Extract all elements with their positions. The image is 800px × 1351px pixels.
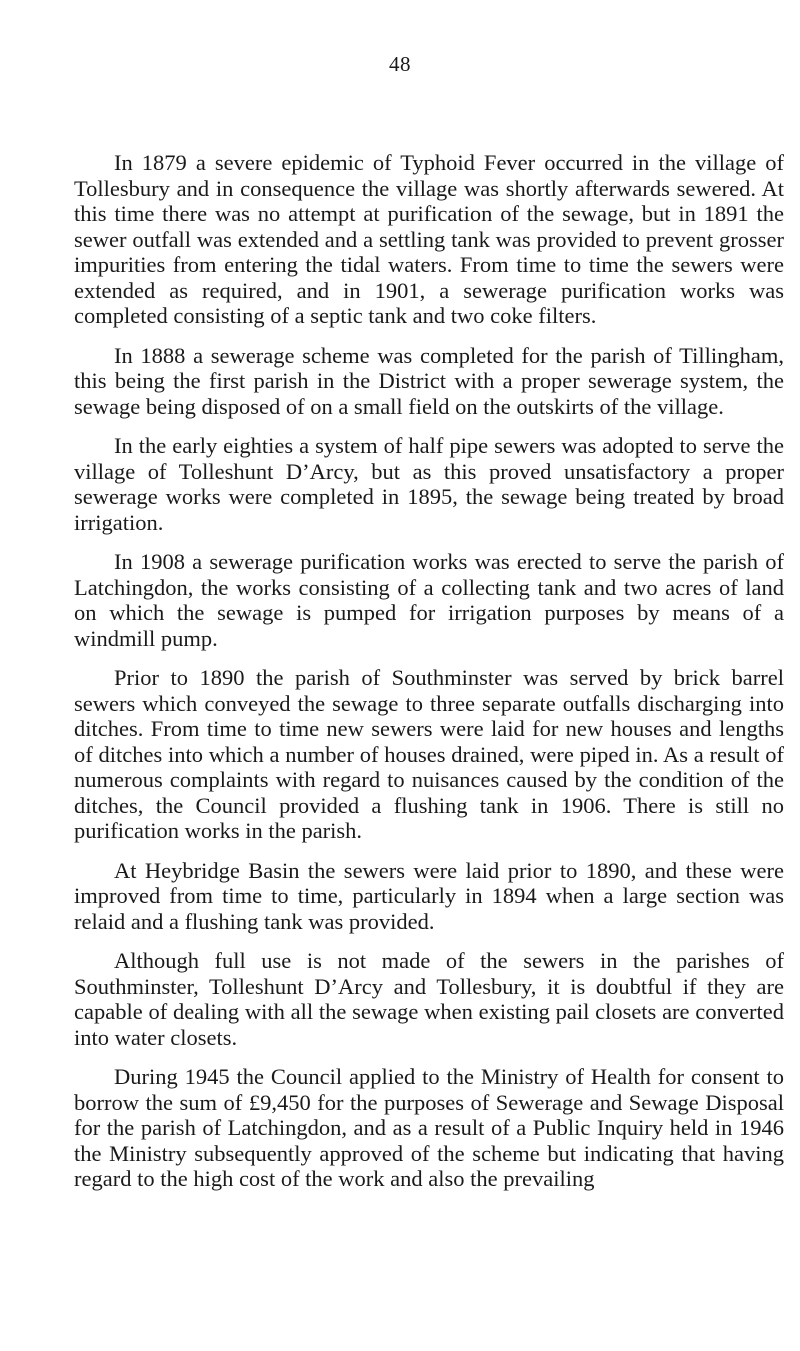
paragraph-tollesbury: In 1879 a severe epidemic of Typhoid Fever occurred in the village of Tollesbury and in consequence the village was shortly afterwards sewered. At this time there was no attempt at purification of the sewage, but in 1891 the sewer outfall was extended and a settling tank was provided to prevent grosser impurities from entering the tidal waters. From time to time the sewers were extended as required, and in 1901, a sewerage purification works was completed consisting of a septic tank and two coke filters.	[74, 150, 784, 328]
paragraph-ministry-application: During 1945 the Council applied to the Ministry of Health for consent to borrow the sum of £9,450 for the purposes of Sewerage and Sewage Disposal for the parish of Latchingdon, and as a result of a Public Inquiry held in 1946 the Ministry subsequently approved of the scheme but indicating that having regard to the high cost of the work and also the prevailing	[74, 1064, 784, 1191]
paragraph-tolleshunt-darcy: In the early eighties a system of half pipe sewers was adopted to serve the village of Tolleshunt D’Arcy, but as this proved unsatisfactory a proper sewerage works were completed in 1895, the sewage being treated by broad irrigation.	[74, 433, 784, 535]
page-number: 48	[389, 52, 411, 76]
paragraph-tillingham: In 1888 a sewerage scheme was completed for the parish of Tillingham, this being the first parish in the District with a proper sewerage system, the sewage being disposed of on a small field on the outskirts of the village.	[74, 342, 784, 419]
paragraph-sewer-capacity: Although full use is not made of the sewers in the parishes of Southminster, Tolleshunt D’Arcy and Tollesbury, it is doubtful if they are capable of dealing with all the sewage when existing pail closets are converted into water closets.	[74, 948, 784, 1050]
paragraph-heybridge-basin: At Heybridge Basin the sewers were laid prior to 1890, and these were improved from time to time, particularly in 1894 when a large section was relaid and a flushing tank was provided.	[74, 857, 784, 934]
body-text	[74, 150, 784, 1206]
paragraph-southminster: Prior to 1890 the parish of Southminster was served by brick barrel sewers which conveyed the sewage to three separate outfalls discharging into ditches. From time to time new sewers were laid for new houses and lengths of ditches into which a number of houses drained, were piped in. As a result of numerous complaints with regard to nuisances caused by the condition of the ditches, the Council provided a flushing tank in 1906. There is still no purification works in the parish.	[74, 665, 784, 843]
paragraph-latchingdon: In 1908 a sewerage purification works was erected to serve the parish of Latchingdon, the works consisting of a collecting tank and two acres of land on which the sewage is pumped for irrigation purposes by means of a windmill pump.	[74, 549, 784, 651]
